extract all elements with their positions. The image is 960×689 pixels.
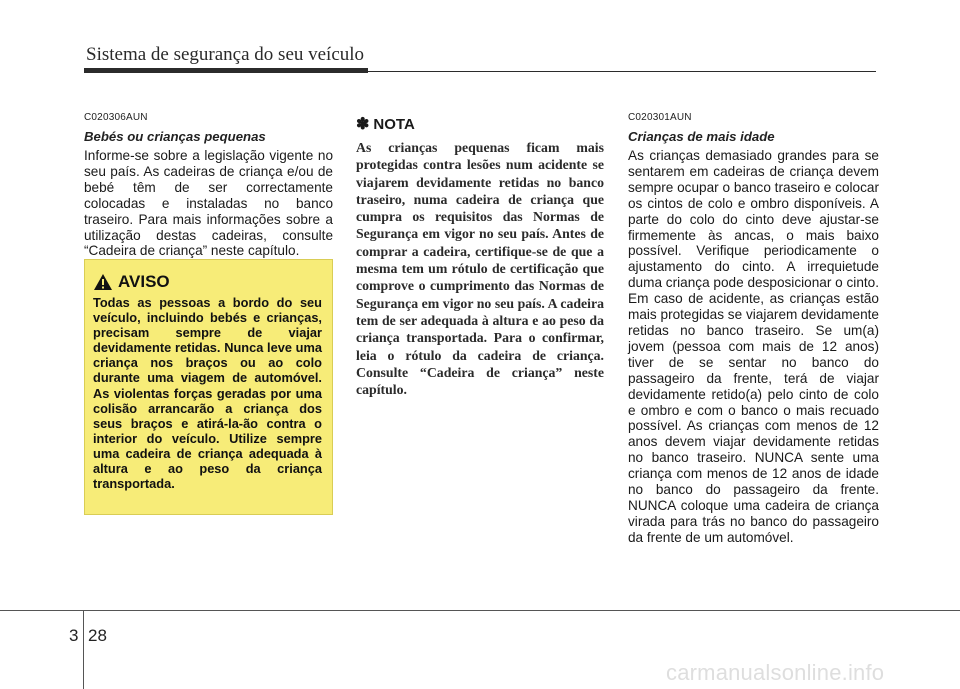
left-column [84, 112, 333, 259]
warning-text: Todas as pessoas a bordo do seu veículo, incluindo bebés e crianças, precisam sempre de viajar devidamente retidas. Nunca leve uma criança nos braços ou ao colo durante uma viagem de automóvel. As violentas forças geradas por uma colisão arrancarão a criança dos seus braços e atirá-la-ão contra o interior do veículo. Utilize sempre uma cadeira de criança adequada à altura e ao peso da criança transportada. [93, 295, 322, 492]
section-subheading: Bebés ou crianças pequenas [84, 129, 266, 144]
middle-column [356, 112, 604, 398]
header-rule-thin [368, 71, 876, 72]
note-text: As crianças pequenas ficam mais protegidas contra lesões num acidente se viajarem devidamente retidas no banco traseiro, numa cadeira de criança que cumpra os requisitos das Normas de Segurança em vigor no seu país. Antes de comprar a cadeira, certifique-se de que a mesma tem um rótulo de certificação que comprove o cumprimento das Normas de Segurança em vigor no seu país. A cadeira tem de ser adequada à altura e ao peso da criança transportada. Para o confirmar, leia o rótulo da cadeira de criança. Consulte “Cadeira de criança” neste capítulo. [356, 140, 604, 398]
warning-box [84, 259, 333, 515]
section-paragraph: As crianças demasiado grandes para se sentarem em cadeiras de criança devem sempre ocupar o banco traseiro e colocar os cintos de colo e ombro disponíveis. A parte do colo do cinto deve ajustar-se firmemente às ancas, o mais baixo possível. Verifique periodicamente o ajustamento do cinto. A irrequietude duma criança pode desposicionar o cinto. Em caso de acidente, as crianças estão mais protegidas se viajarem devidamente retidas no banco traseiro. Se um(a) jovem (pessoa com mais de 12 anos) tiver de se sentar no banco do passageiro da frente, terá de viajar devidamente retido(a) pelo cinto de colo e ombro e com o banco o mais recuado possível. As crianças com menos de 12 anos devem viajar devidamente retidas no banco traseiro. NUNCA sente uma criança com menos de 12 anos de idade no banco do passageiro da frente. NUNCA coloque uma cadeira de criança virada para trás no banco do passageiro da frente de um automóvel. [628, 148, 879, 545]
right-column [628, 112, 879, 546]
section-subheading: Crianças de mais idade [628, 129, 775, 144]
header-title: Sistema de segurança do seu veículo [86, 44, 365, 65]
note-title: NOTA [373, 115, 415, 133]
watermark: carmanualsonline.info [666, 660, 885, 685]
footer-rule [0, 610, 960, 611]
page-number: 28 [88, 626, 107, 645]
warning-triangle-icon [93, 273, 113, 291]
section-paragraph: Informe-se sobre a legislação vigente no seu país. As cadeiras de criança e/ou de bebé têm de ser correctamente colocadas e instaladas no banco traseiro. Para mais informações sobre a utilização destas cadeiras, consulte “Cadeira de criança” neste capítulo. [84, 148, 333, 259]
chapter-number: 3 [69, 626, 79, 645]
section-code: C020301AUN [628, 112, 692, 123]
section-code: C020306AUN [84, 112, 148, 123]
header-rule-thick [84, 68, 368, 73]
warning-header [93, 272, 322, 292]
asterisk-icon: ✽ [356, 116, 370, 133]
warning-title: AVISO [118, 272, 170, 291]
footer-divider [83, 610, 84, 689]
note-header [356, 114, 604, 134]
